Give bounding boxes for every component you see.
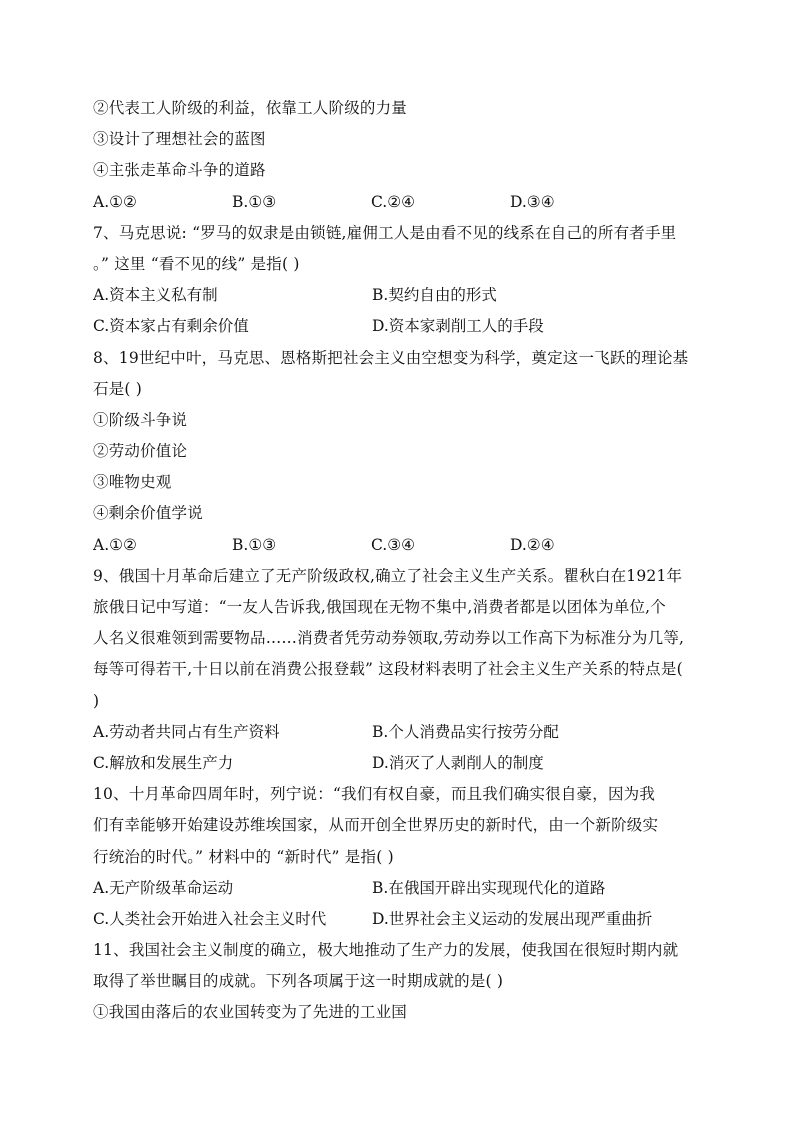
q9-option-b: B.个人消费品实行按劳分配 [372,722,559,741]
q9-option-c: C.解放和发展生产力 [93,753,234,772]
q10-option-a: A.无产阶级革命运动 [93,878,234,897]
q8-item-1: ①阶级斗争说 [93,410,188,429]
q9-option-d: D.消灭了人剥削人的制度 [372,753,544,772]
q6-option-a: A.①② [93,192,137,211]
q10-option-b: B.在俄国开辟出实现现代化的道路 [372,878,606,897]
q9-stem-line-3: 人名义很难领到需要物品……消费者凭劳动券领取,劳动券以工作高下为标准分为几等, [93,629,685,648]
q10-options-row-2 [93,904,703,935]
q6-option-b: B.①③ [232,192,277,211]
q8-stem-line-2: 石是( ) [93,379,143,398]
q8-item-2: ②劳动价值论 [93,442,188,461]
q7-options-row-2 [93,311,703,342]
q6-option-d: D.③④ [510,192,555,211]
q8-item-3: ③唯物史观 [93,473,172,492]
q8-stem-line-1: 8、19世纪中叶，马克思、恩格斯把社会主义由空想变为科学，奠定这一飞跃的理论基 [93,348,689,367]
q8-options [93,530,703,561]
q8-option-b: B.①③ [232,535,277,554]
q10-stem-line-2: 们有幸能够开始建设苏维埃国家，从而开创全世界历史的新时代，由一个新阶级实 [93,816,659,835]
q11-stem-line-2: 取得了举世瞩目的成就。下列各项属于这一时期成就的是( ) [93,972,504,991]
q10-option-c: C.人类社会开始进入社会主义时代 [93,909,327,928]
q7-option-d: D.资本家剥削工人的手段 [372,317,544,336]
q8-option-d: D.②④ [510,535,555,554]
q9-stem-line-4: 每等可得若干,十日以前在消费公报登载” 这段材料表明了社会主义生产关系的特点是( [93,660,683,679]
q11-stem-line-1: 11、我国社会主义制度的确立，极大地推动了生产力的发展，使我国在很短时期内就 [93,941,679,960]
q10-stem-line-1: 10、十月革命四周年时，列宁说：“我们有权自豪，而且我们确实很自豪，因为我 [93,785,656,804]
q8-item-4: ④剩余价值学说 [93,504,203,523]
document-page [93,93,703,1029]
q9-stem-line-5: ) [93,691,100,710]
q7-stem-line-2: 。” 这里 “看不见的线” 是指( ) [93,254,300,273]
q7-options-row-1 [93,280,703,311]
q10-option-d: D.世界社会主义运动的发展出现严重曲折 [372,909,653,928]
q6-item-2: ②代表工人阶级的利益，依靠工人阶级的力量 [93,99,408,117]
q10-stem-line-3: 行统治的时代。” 材料中的 “新时代” 是指( ) [93,847,394,866]
q7-option-a: A.资本主义私有制 [93,286,218,305]
q11-item-1: ①我国由落后的农业国转变为了先进的工业国 [93,1003,408,1022]
q10-options-row-1 [93,873,703,904]
q8-option-a: A.①② [93,535,137,554]
q6-options [93,187,703,218]
q9-option-a: A.劳动者共同占有生产资料 [93,722,280,741]
q6-option-c: C.②④ [371,192,416,211]
q7-option-b: B.契约自由的形式 [372,286,497,305]
q8-option-c: C.③④ [371,535,416,554]
q6-item-3: ③设计了理想社会的蓝图 [93,130,266,149]
q7-option-c: C.资本家占有剩余价值 [93,317,249,336]
q9-options-row-2 [93,748,703,779]
q7-stem-line-1: 7、马克思说: “罗马的奴隶是由锁链,雇佣工人是由看不见的线系在自己的所有者手里 [93,223,677,242]
q9-options-row-1 [93,717,703,748]
q6-item-4: ④主张走革命斗争的道路 [93,161,266,180]
q9-stem-line-2: 旅俄日记中写道：“一友人告诉我,俄国现在无物不集中,消费者都是以团体为单位,个 [93,598,667,616]
q9-stem-line-1: 9、俄国十月革命后建立了无产阶级政权,确立了社会主义生产关系。瞿秋白在1921年 [93,566,683,585]
